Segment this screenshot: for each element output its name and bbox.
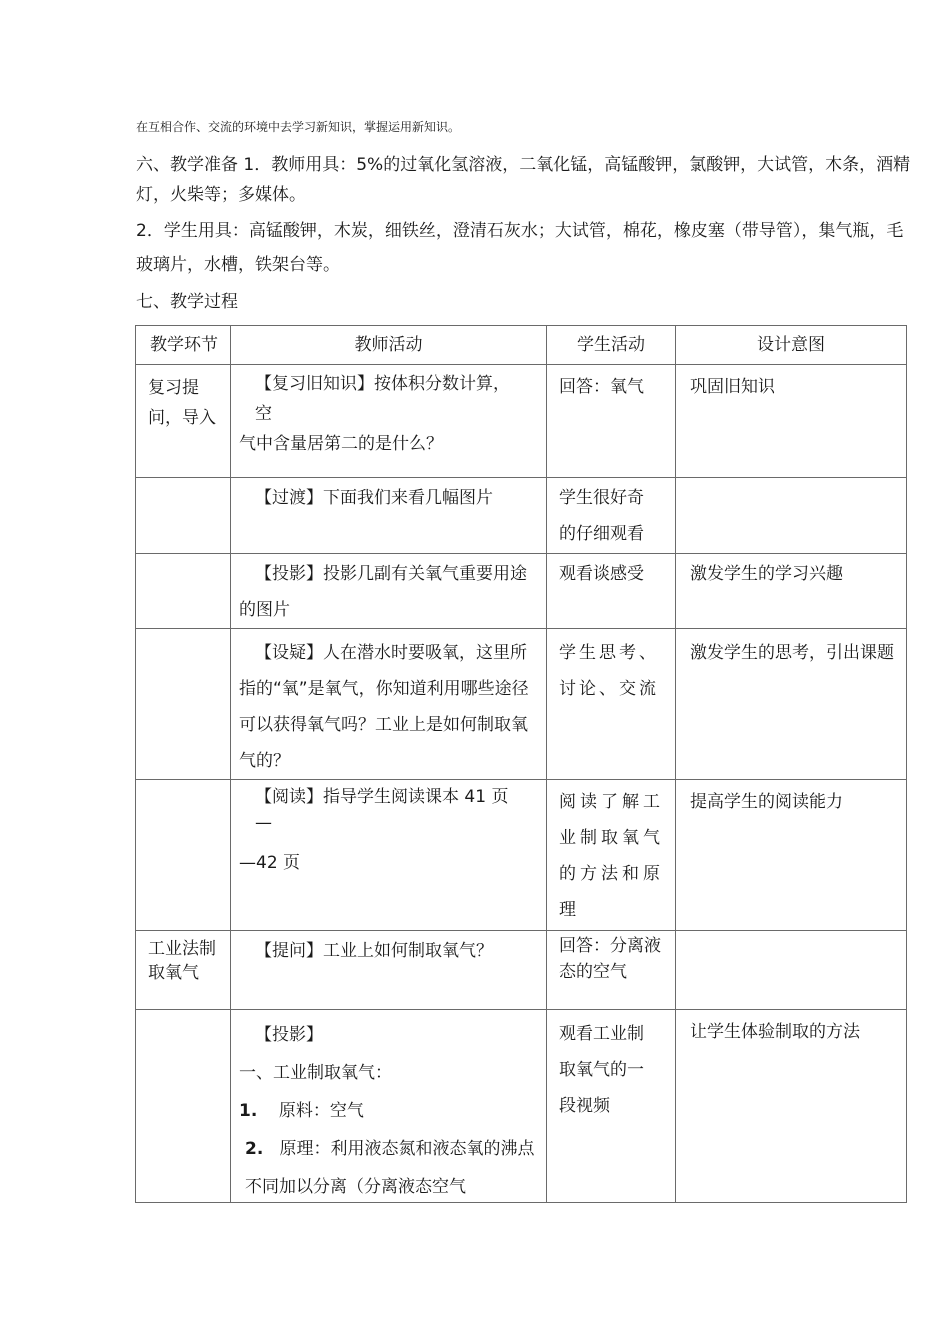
- stage-cell: [136, 780, 231, 931]
- table-row: [136, 1010, 907, 1203]
- intent-cell: 提高学生的阅读能力: [676, 780, 907, 931]
- teacher-cell: 【提问】工业上如何制取氧气？: [231, 931, 547, 1010]
- intent-cell: 激发学生的学习兴趣: [676, 554, 907, 629]
- student-cell: 观看工业制取氧气的一段视频: [547, 1010, 676, 1203]
- table-row: [136, 478, 907, 554]
- student-cell: 学生思考、讨论、交流: [547, 629, 676, 780]
- stage-cell: [136, 629, 231, 780]
- student-cell: 回答：分离液态的空气: [547, 931, 676, 1010]
- student-cell: 观看谈感受: [547, 554, 676, 629]
- header-student: 学生活动: [547, 326, 676, 365]
- table-header-row: [136, 326, 907, 365]
- student-cell: 阅读了解工业制取氧气的方法和原理: [547, 780, 676, 931]
- teacher-cell: 【投影】投影几副有关氧气重要用途的图片: [231, 554, 547, 629]
- stage-cell: [136, 1010, 231, 1203]
- table-row: [136, 629, 907, 780]
- teaching-prep-teacher-tools: 六、教学准备 1．教师用具：5%的过氧化氢溶液，二氧化锰，高锰酸钾，氯酸钾，大试管，木条，酒精灯，火柴等；多媒体。: [136, 155, 911, 205]
- intro-line: 在互相合作、交流的环境中去学习新知识，掌握运用新知识。: [136, 120, 461, 134]
- intent-cell: 激发学生的思考，引出课题: [676, 629, 907, 780]
- teacher-cell: 【复习旧知识】按体积分数计算，空 气中含量居第二的是什么？: [231, 365, 547, 478]
- intent-cell: 让学生体验制取的方法: [676, 1010, 907, 1203]
- table-row: [136, 365, 907, 478]
- header-stage: 教学环节: [136, 326, 231, 365]
- stage-cell: [136, 554, 231, 629]
- stage-cell: 复习提问，导入: [136, 365, 231, 478]
- stage-cell: 工业法制取氧气: [136, 931, 231, 1010]
- teaching-process-table: [135, 325, 907, 1203]
- table-row: [136, 931, 907, 1010]
- section-7-title: 七、教学过程: [136, 292, 238, 312]
- teacher-cell: 【设疑】人在潜水时要吸氧，这里所指的“氧”是氧气，你知道利用哪些途径可以获得氧气吗？工业上是如何制取氧气的？: [231, 629, 547, 780]
- teacher-cell: 【投影】 一、工业制取氧气： 1. 原料：空气 2. 原理：利用液态氮和液态氧的沸点不同加以分离（分离液态空气: [231, 1010, 547, 1203]
- intent-cell: [676, 478, 907, 554]
- table-row: [136, 780, 907, 931]
- student-cell: 回答：氧气: [547, 365, 676, 478]
- header-intent: 设计意图: [676, 326, 907, 365]
- intent-cell: 巩固旧知识: [676, 365, 907, 478]
- teacher-cell: 【过渡】下面我们来看几幅图片: [231, 478, 547, 554]
- table-row: [136, 554, 907, 629]
- teacher-cell: 【阅读】指导学生阅读课本 41 页— —42 页: [231, 780, 547, 931]
- stage-cell: [136, 478, 231, 554]
- header-teacher: 教师活动: [231, 326, 547, 365]
- teaching-prep-student-tools: 2．学生用具：高锰酸钾，木炭，细铁丝，澄清石灰水；大试管，棉花，橡皮塞（带导管），集气瓶，毛玻璃片，水槽，铁架台等。: [136, 221, 904, 275]
- intent-cell: [676, 931, 907, 1010]
- student-cell: 学生很好奇的仔细观看: [547, 478, 676, 554]
